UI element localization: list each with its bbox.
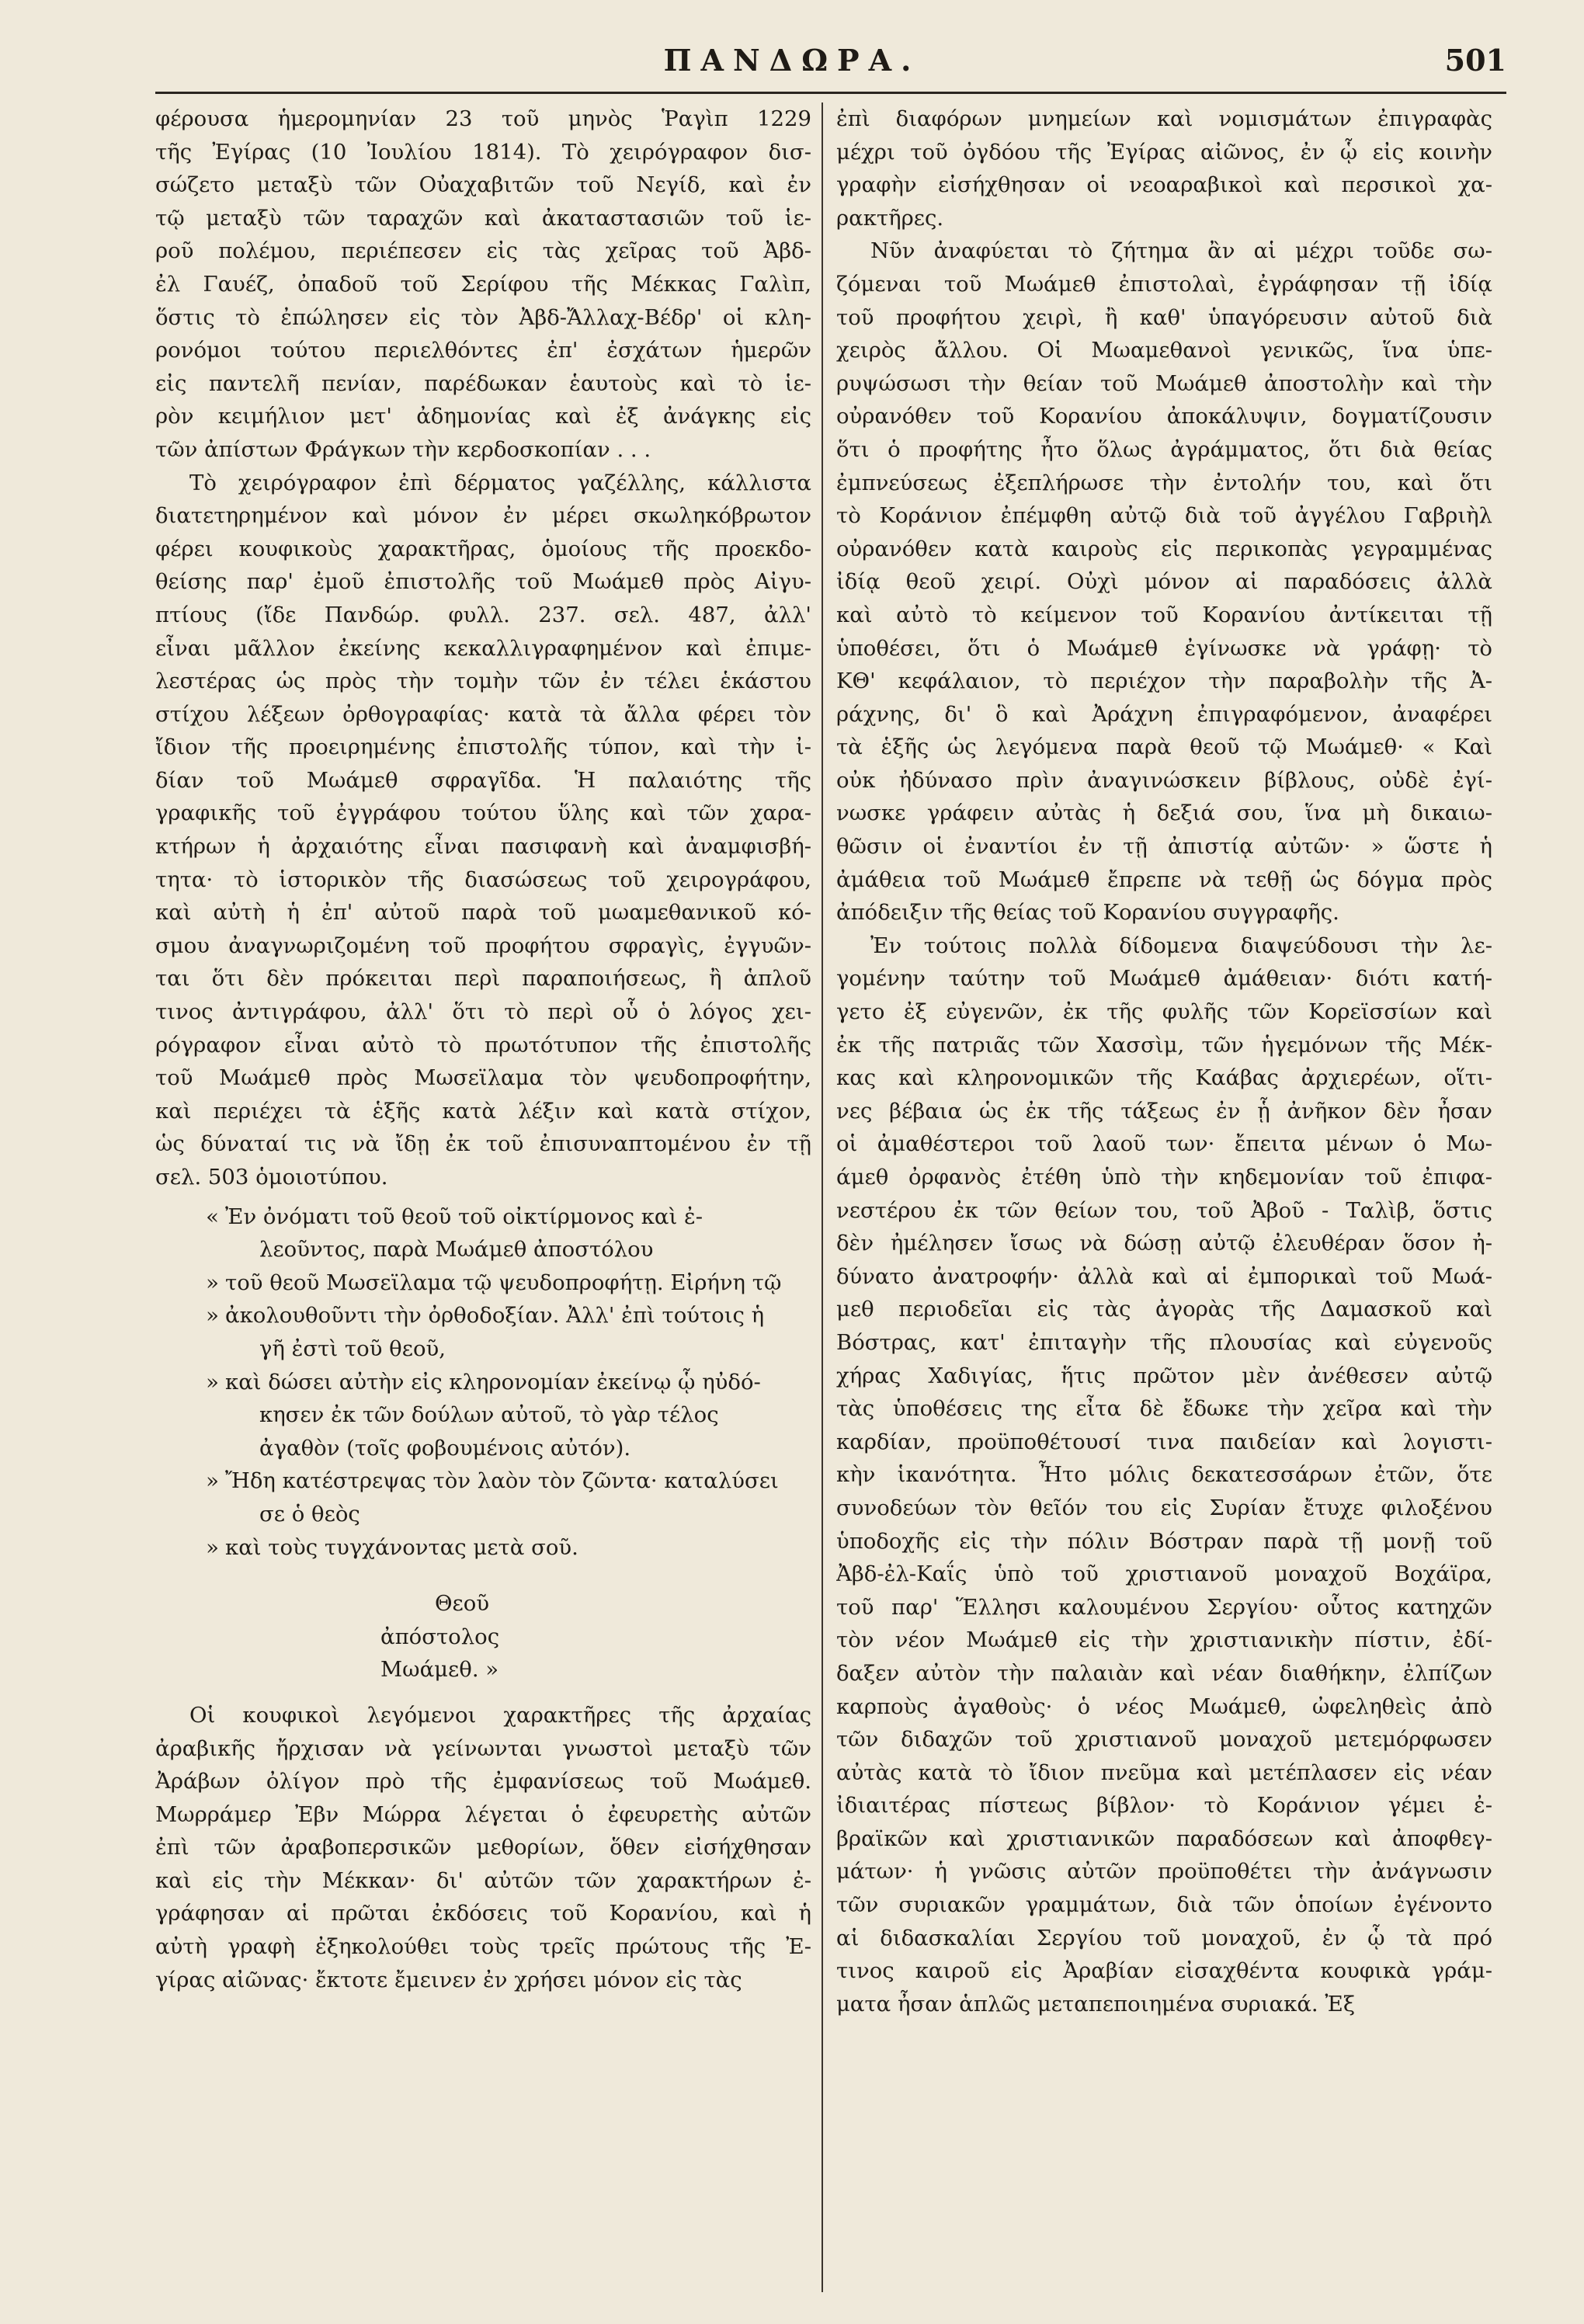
- text-line: ἐπὶ τῶν ἀραβοπερσικῶν μεθορίων, ὅθεν εἰσήχθησαν: [155, 1835, 811, 1860]
- text-line: ται ὅτι δὲν πρόκειται περὶ παραποιήσεως, ἢ ἁπλοῦ: [155, 966, 811, 992]
- letter-text-line: Ἤδη κατέστρεψας τὸν λαὸν τὸν ζῶντα· καταλύσει: [225, 1468, 779, 1494]
- text-line: ὅτι ὁ προφήτης ἦτο ὅλως ἀγράμματος, ὅτι διὰ θείας: [836, 436, 1492, 462]
- text-line: Ἀβδ-ἐλ-Καΐς ὑπὸ τοῦ χριστιανοῦ μοναχοῦ Βοχάϊρα,: [836, 1561, 1492, 1587]
- text-line: γίρας αἰῶνας· ἔκτοτε ἔμεινεν ἐν χρήσει μόνον εἰς τὰς: [155, 1967, 742, 1992]
- text-line: δίαν τοῦ Μωάμεθ σφραγῖδα. Ἡ παλαιότης τῆς: [155, 767, 811, 793]
- text-line: Μωρράμερ Ἐβν Μώρρα λέγεται ὁ ἐφευρετὴς αὐτῶν: [155, 1801, 811, 1827]
- letter-text-line: ἀκολουθοῦντι τὴν ὀρθοδοξίαν. Ἀλλ' ἐπὶ τούτοις ἡ: [225, 1303, 765, 1329]
- text-line: μεθ περιοδεῖαι εἰς τὰς ἀγορὰς τῆς Δαμασκοῦ καὶ: [836, 1297, 1492, 1322]
- text-line: συνοδεύων τὸν θεῖόν του εἰς Συρίαν ἔτυχε φιλοξένου: [836, 1495, 1492, 1520]
- text-line: εἰς παντελῆ πενίαν, παρέδωκαν ἑαυτοὺς καὶ τὸ ἱε-: [155, 370, 811, 396]
- letter-line: [155, 1266, 811, 1300]
- text-line: καὶ εἰς τὴν Μέκκαν· δι' αὐτῶν τῶν χαρακτήρων ἐ-: [155, 1867, 811, 1893]
- text-line: ρακτῆρες.: [836, 205, 944, 231]
- right-column: [836, 102, 1492, 2020]
- text-line: διατετηρημένον καὶ μόνον ἐν μέρει σκωληκόβρωτον: [155, 503, 811, 529]
- left-paragraph-1: [155, 102, 811, 467]
- text-line: φέρουσα ἡμερομηνίαν 23 τοῦ μηνὸς Ῥαγὶπ 1229: [155, 106, 811, 131]
- text-line: καὶ αὐτὴ ἡ ἐπ' αὐτοῦ παρὰ τοῦ μωαμεθανικοῦ κό-: [155, 900, 811, 926]
- text-line: ἐμπνεύσεως ἐξεπλήρωσε τὴν ἐντολήν του, καὶ ὅτι: [836, 470, 1492, 495]
- text-line: αὐτὰς κατὰ τὸ ἴδιον πνεῦμα καὶ μετέπλασεν εἰς νέαν: [836, 1760, 1492, 1785]
- text-line: τοῦ Μωάμεθ πρὸς Μωσεϊλαμα τὸν ψευδοπροφήτην,: [155, 1065, 811, 1091]
- text-line: τινος καιροῦ εἰς Ἀραβίαν εἰσαχθέντα κουφικὰ γράμ-: [836, 1958, 1492, 1984]
- text-line: δύνατο ἀνατροφήν· ἀλλὰ καὶ αἱ ἐμπορικαὶ τοῦ Μωά-: [836, 1263, 1492, 1289]
- text-line: ὑποθέσει, ὅτι ὁ Μωάμεθ ἐγίνωσκε νὰ γράφῃ· τὸ: [836, 635, 1492, 661]
- text-line: αἱ διδασκαλίαι Σεργίου τοῦ μοναχοῦ, ἐν ᾧ τὰ πρό: [836, 1925, 1492, 1951]
- right-paragraph-1: [836, 102, 1492, 234]
- text-line: ὡς δύναταί τις νὰ ἴδῃ ἐκ τοῦ ἐπισυναπτομένου ἐν τῇ: [155, 1131, 811, 1157]
- letter-line: [155, 1200, 811, 1234]
- text-line: κας καὶ κληρονομικῶν τῆς Καάβας ἀρχιερέων, οἵτι-: [836, 1065, 1492, 1091]
- text-line: ματα ἦσαν ἁπλῶς μεταπεποιημένα συριακά. Ἐξ: [836, 1991, 1356, 2017]
- letter-line: [155, 1498, 811, 1531]
- text-line: ρονόμοι τούτου περιελθόντες ἐπ' ἐσχάτων ἡμερῶν: [155, 338, 811, 363]
- text-line: ἰδίᾳ θεοῦ χειρί. Οὐχὶ μόνον αἱ παραδόσεις ἀλλὰ: [836, 569, 1492, 595]
- letter-text-line: κησεν ἐκ τῶν δούλων αὐτοῦ, τὸ γὰρ τέλος: [259, 1402, 719, 1428]
- text-line: δὲν ἠμέλησεν ἴσως νὰ δώσῃ αὐτῷ ἐλευθέραν ὅσον ἠ-: [836, 1231, 1492, 1256]
- text-line: ροῦ πολέμου, περιέπεσεν εἰς τὰς χεῖρας τοῦ Ἀβδ-: [155, 238, 811, 264]
- quote-mark: »: [206, 1468, 219, 1494]
- letter-text-line: τοῦ θεοῦ Μωσεϊλαμα τῷ ψευδοπροφήτῃ. Εἰρήνη τῷ: [225, 1270, 782, 1295]
- text-line: γραφικῆς τοῦ ἐγγράφου τούτου ὕλης καὶ τῶν χαρα-: [155, 801, 811, 826]
- letter-line: [155, 1432, 811, 1465]
- text-line: φέρει κουφικοὺς χαρακτῆρας, ὁμοίους τῆς προεκδο-: [155, 536, 811, 561]
- text-line: Τὸ χειρόγραφον ἐπὶ δέρματος γαζέλλης, κάλλιστα: [189, 470, 811, 495]
- text-line: τῶν διδαχῶν τοῦ χριστιανοῦ μοναχοῦ μετεμόρφωσεν: [836, 1727, 1492, 1753]
- text-line: τινος ἀντιγράφου, ἀλλ' ὅτι τὸ περὶ οὗ ὁ λόγος χει-: [155, 999, 811, 1025]
- text-line: οὐρανόθεν τοῦ Κορανίου ἀποκάλυψιν, δογματίζουσιν: [836, 404, 1492, 429]
- text-line: ἀμάθεια τοῦ Μωάμεθ ἔπρεπε νὰ τεθῇ ὡς δόγμα πρὸς: [836, 867, 1492, 892]
- text-line: ΚΘ' κεφάλαιον, τὸ περιέχον τὴν παραβολὴν τῆς Ἀ-: [836, 669, 1492, 694]
- text-line: νεστέρου ἐκ τῶν θείων του, τοῦ Ἀβοῦ - Ταλὶβ, ὅστις: [836, 1197, 1492, 1223]
- text-line: οὐκ ἠδύνασο πρὶν ἀναγινώσκειν βίβλους, οὐδὲ ἐγί-: [836, 767, 1492, 793]
- text-line: καὶ περιέχει τὰ ἑξῆς κατὰ λέξιν καὶ κατὰ στίχον,: [155, 1098, 811, 1124]
- text-line: ἀπόδειξιν τῆς θείας τοῦ Κορανίου συγγραφῆς.: [836, 900, 1339, 926]
- text-line: νωσκε γράφειν αὐτὰς ἡ δεξιά σου, ἵνα μὴ δικαιω-: [836, 801, 1492, 826]
- letter-text: [155, 1200, 811, 1565]
- signature-line: ἀπόστολος: [380, 1624, 500, 1649]
- text-line: Οἱ κουφικοὶ λεγόμενοι χαρακτῆρες τῆς ἀρχαίας: [189, 1702, 811, 1728]
- letter-text-line: γῆ ἐστὶ τοῦ θεοῦ,: [259, 1336, 446, 1361]
- column-divider: [822, 102, 823, 2292]
- text-line: ἰδιαιτέρας πίστεως βίβλον· τὸ Κοράνιον γέμει ἐ-: [836, 1793, 1492, 1819]
- text-line: καρδίαν, προϋποθέτουσί τινα παιδείαν καὶ λογιστι-: [836, 1429, 1492, 1454]
- text-line: σελ. 503 ὁμοιοτύπου.: [155, 1165, 388, 1190]
- letter-text-line: σε ὁ θεὸς: [259, 1501, 360, 1527]
- text-line: πτίους (ἴδε Πανδώρ. φυλλ. 237. σελ. 487, ἀλλ': [155, 602, 811, 627]
- text-line: θῶσιν οἱ ἐναντίοι ἐν τῇ ἀπιστίᾳ αὐτῶν· » ὥστε ἡ: [836, 834, 1492, 860]
- page-header: [0, 43, 1584, 89]
- page-number: 501: [1444, 43, 1506, 78]
- text-line: άμεθ ὀρφανὸς ἐτέθη ὑπὸ τὴν κηδεμονίαν τοῦ ἐπιφα-: [836, 1165, 1492, 1190]
- text-line: τῶν συριακῶν γραμμάτων, διὰ τῶν ὁποίων ἐγένοντο: [836, 1892, 1492, 1918]
- text-line: κὴν ἱκανότητα. Ἦτο μόλις δεκατεσσάρων ἐτῶν, ὅτε: [836, 1462, 1492, 1488]
- quote-mark: »: [206, 1369, 219, 1395]
- letter-line: [155, 1299, 811, 1332]
- quote-mark: »: [206, 1270, 219, 1295]
- text-line: σμου ἀναγνωριζομένη τοῦ προφήτου σφραγὶς, ἐγγυῶν-: [155, 933, 811, 958]
- text-line: αὐτὴ γραφὴ ἐξηκολούθει τοὺς τρεῖς πρώτους τῆς Ἐ-: [155, 1934, 811, 1960]
- letter-line: [155, 1332, 811, 1366]
- text-line: ζόμεναι τοῦ Μωάμεθ ἐπιστολαὶ, ἐγράφησαν τῇ ἰδίᾳ: [836, 271, 1492, 297]
- right-paragraph-3: [836, 929, 1492, 2021]
- text-line: Βόστρας, κατ' ἐπιταγὴν τῆς πλουσίας καὶ εὐγενοῦς: [836, 1329, 1492, 1355]
- text-line: θείσης παρ' ἐμοῦ ἐπιστολῆς τοῦ Μωάμεθ πρὸς Αἰγυ-: [155, 569, 811, 595]
- text-line: οὐρανόθεν κατὰ καιροὺς εἰς περικοπὰς γεγραμμένας: [836, 536, 1492, 561]
- left-column: [155, 102, 811, 1996]
- text-line: εἶναι μᾶλλον ἐκείνης κεκαλλιγραφημένον καὶ ἐπιμε-: [155, 635, 811, 661]
- signature-line: Μωάμεθ. »: [380, 1657, 499, 1683]
- text-line: στίχου λέξεων ὀρθογραφίας· κατὰ τὰ ἄλλα φέρει τὸν: [155, 701, 811, 727]
- letter-line: [155, 1233, 811, 1266]
- text-line: Νῦν ἀναφύεται τὸ ζήτημα ἂν αἱ μέχρι τοῦδε σω-: [870, 238, 1492, 264]
- text-line: τητα· τὸ ἱστορικὸν τῆς διασώσεως τοῦ χειρογράφου,: [155, 867, 811, 892]
- text-line: ἐπὶ διαφόρων μνημείων καὶ νομισμάτων ἐπιγραφὰς: [836, 106, 1492, 131]
- text-line: οἱ ἀμαθέστεροι τοῦ λαοῦ των· ἔπειτα μένων ὁ Μω-: [836, 1131, 1492, 1157]
- text-line: κτήρων ἡ ἀρχαιότης εἶναι πασιφανὴ καὶ ἀναμφισβή-: [155, 834, 811, 860]
- text-line: γράφησαν αἱ πρῶται ἐκδόσεις τοῦ Κορανίου, καὶ ἡ: [155, 1901, 811, 1926]
- text-line: μάτων· ἡ γνῶσις αὐτῶν προϋποθέτει τὴν ἀνάγνωσιν: [836, 1859, 1492, 1885]
- text-line: ρὸν κειμήλιον μετ' ἀδημονίας καὶ ἐξ ἀνάγκης εἰς: [155, 404, 811, 429]
- text-line: καὶ αὐτὸ τὸ κείμενον τοῦ Κορανίου ἀντίκειται τῇ: [836, 602, 1492, 627]
- letter-text-line: λεοῦντος, παρὰ Μωάμεθ ἀποστόλου: [259, 1237, 654, 1263]
- letter-signature: [155, 1587, 811, 1687]
- text-line: ἐκ τῆς πατριᾶς τῶν Χασσὶμ, τῶν ἡγεμόνων τῆς Μέκ-: [836, 1032, 1492, 1058]
- text-line: τῆς Ἐγίρας (10 Ἰουλίου 1814). Τὸ χειρόγραφον δισ-: [155, 139, 811, 165]
- text-line: ἀραβικῆς ἤρχισαν νὰ γείνωνται γνωστοὶ μεταξὺ τῶν: [155, 1735, 811, 1761]
- text-line: Ἐν τούτοις πολλὰ δίδομενα διαψεύδουσι τὴν λε-: [870, 933, 1492, 958]
- text-line: ὅστις τὸ ἐπώλησεν εἰς τὸν Ἀβδ-Ἄλλαχ-Βέδρ' οἱ κλη-: [155, 304, 811, 330]
- left-paragraph-3: [155, 1699, 811, 1996]
- signature-line: Θεοῦ: [435, 1591, 490, 1617]
- text-line: γομένην ταύτην τοῦ Μωάμεθ ἀμάθειαν· διότι κατή-: [836, 966, 1492, 992]
- text-line: Ἀράβων ὀλίγον πρὸ τῆς ἐμφανίσεως τοῦ Μωάμεθ.: [155, 1769, 811, 1794]
- text-line: σώζετο μεταξὺ τῶν Οὐαχαβιτῶν τοῦ Νεγίδ, καὶ ἐν: [155, 172, 811, 198]
- text-line: τὸ Κοράνιον ἐπέμφθη αὐτῷ διὰ τοῦ ἀγγέλου Γαβριὴλ: [836, 503, 1492, 529]
- text-line: χήρας Χαδιγίας, ἥτις πρῶτον μὲν ἀνέθεσεν αὐτῷ: [836, 1363, 1492, 1388]
- letter-line: [155, 1366, 811, 1399]
- header-rule: [155, 92, 1506, 94]
- text-line: δαξεν αὐτὸν τὴν παλαιὰν καὶ νέαν διαθήκην, ἐλπίζων: [836, 1660, 1492, 1686]
- text-line: ἴδιον τῆς προειρημένης ἐπιστολῆς τύπον, καὶ τὴν ἰ-: [155, 735, 811, 760]
- text-line: τοῦ προφήτου χειρὶ, ἢ καθ' ὑπαγόρευσιν αὐτοῦ διὰ: [836, 304, 1492, 330]
- text-line: τὰ ἑξῆς ὡς λεγόμενα παρὰ θεοῦ τῷ Μωάμεθ· « Καὶ: [836, 735, 1492, 760]
- quote-mark: »: [206, 1303, 219, 1329]
- text-line: ρυψώσωσι τὴν θείαν τοῦ Μωάμεθ ἀποστολὴν καὶ τὴν: [836, 370, 1492, 396]
- letter-text-line: ἀγαθὸν (τοῖς φοβουμένοις αὐτόν).: [259, 1435, 631, 1461]
- text-line: τοῦ παρ' Ἕλλησι καλουμένου Σεργίου· οὗτος κατηχῶν: [836, 1594, 1492, 1620]
- text-line: τὸν νέον Μωάμεθ εἰς τὴν χριστιανικὴν πίστιν, ἐδί-: [836, 1627, 1492, 1653]
- periodical-title: ΠΑΝΔΩΡΑ.: [663, 43, 921, 78]
- text-line: τῶν ἀπίστων Φράγκων τὴν κερδοσκοπίαν . . .: [155, 436, 651, 462]
- letter-line: [155, 1398, 811, 1432]
- text-line: ὑποδοχῆς εἰς τὴν πόλιν Βόστραν παρὰ τῇ μονῇ τοῦ: [836, 1528, 1492, 1554]
- text-line: λεστέρας ὡς πρὸς τὴν τομὴν τῶν ἐν τέλει ἑκάστου: [155, 669, 811, 694]
- letter-line: [155, 1464, 811, 1498]
- text-line: γραφὴν εἰσήχθησαν οἱ νεοαραβικοὶ καὶ περσικοὶ χα-: [836, 172, 1492, 198]
- text-line: ράχνης, δι' ὃ καὶ Ἀράχνη ἐπιγραφόμενον, ἀναφέρει: [836, 701, 1492, 727]
- text-line: χειρὸς ἄλλου. Οἱ Μωαμεθανοὶ γενικῶς, ἵνα ὑπε-: [836, 338, 1492, 363]
- quote-mark: «: [206, 1204, 219, 1229]
- text-line: καρποὺς ἀγαθοὺς· ὁ νέος Μωάμεθ, ὠφεληθεὶς ἀπὸ: [836, 1693, 1492, 1719]
- quote-mark: »: [206, 1534, 219, 1560]
- letter-text-line: καὶ τοὺς τυγχάνοντας μετὰ σοῦ.: [225, 1534, 578, 1560]
- text-line: βραϊκῶν καὶ χριστιανικῶν παραδόσεων καὶ ἀποφθεγ-: [836, 1826, 1492, 1851]
- letter-text-line: καὶ δώσει αὐτὴν εἰς κληρονομίαν ἐκείνῳ ᾧ ηὐδό-: [225, 1369, 761, 1395]
- text-line: μέχρι τοῦ ὀγδόου τῆς Ἐγίρας αἰῶνος, ἐν ᾧ εἰς κοινὴν: [836, 139, 1492, 165]
- right-paragraph-2: [836, 234, 1492, 929]
- left-paragraph-2: [155, 467, 811, 1194]
- text-line: ρόγραφον εἶναι αὐτὸ τὸ πρωτότυπον τῆς ἐπιστολῆς: [155, 1032, 811, 1058]
- text-line: γετο ἐξ εὐγενῶν, ἐκ τῆς φυλῆς τῶν Κορεϊσσίων καὶ: [836, 999, 1492, 1025]
- text-line: νες βέβαια ὡς ἐκ τῆς τάξεως ἐν ᾗ ἀνῆκον δὲν ἦσαν: [836, 1098, 1492, 1124]
- text-line: τῷ μεταξὺ τῶν ταραχῶν καὶ ἀκαταστασιῶν τοῦ ἱε-: [155, 205, 811, 231]
- letter-text-line: Ἐν ὀνόματι τοῦ θεοῦ τοῦ οἰκτίρμονος καὶ ἐ-: [225, 1204, 703, 1229]
- text-line: ἐλ Γαυέζ, ὀπαδοῦ τοῦ Σερίφου τῆς Μέκκας Γαλὶπ,: [155, 271, 811, 297]
- letter-line: [155, 1531, 811, 1565]
- text-line: τὰς ὑποθέσεις της εἶτα δὲ ἔδωκε τὴν χεῖρα καὶ τὴν: [836, 1396, 1492, 1422]
